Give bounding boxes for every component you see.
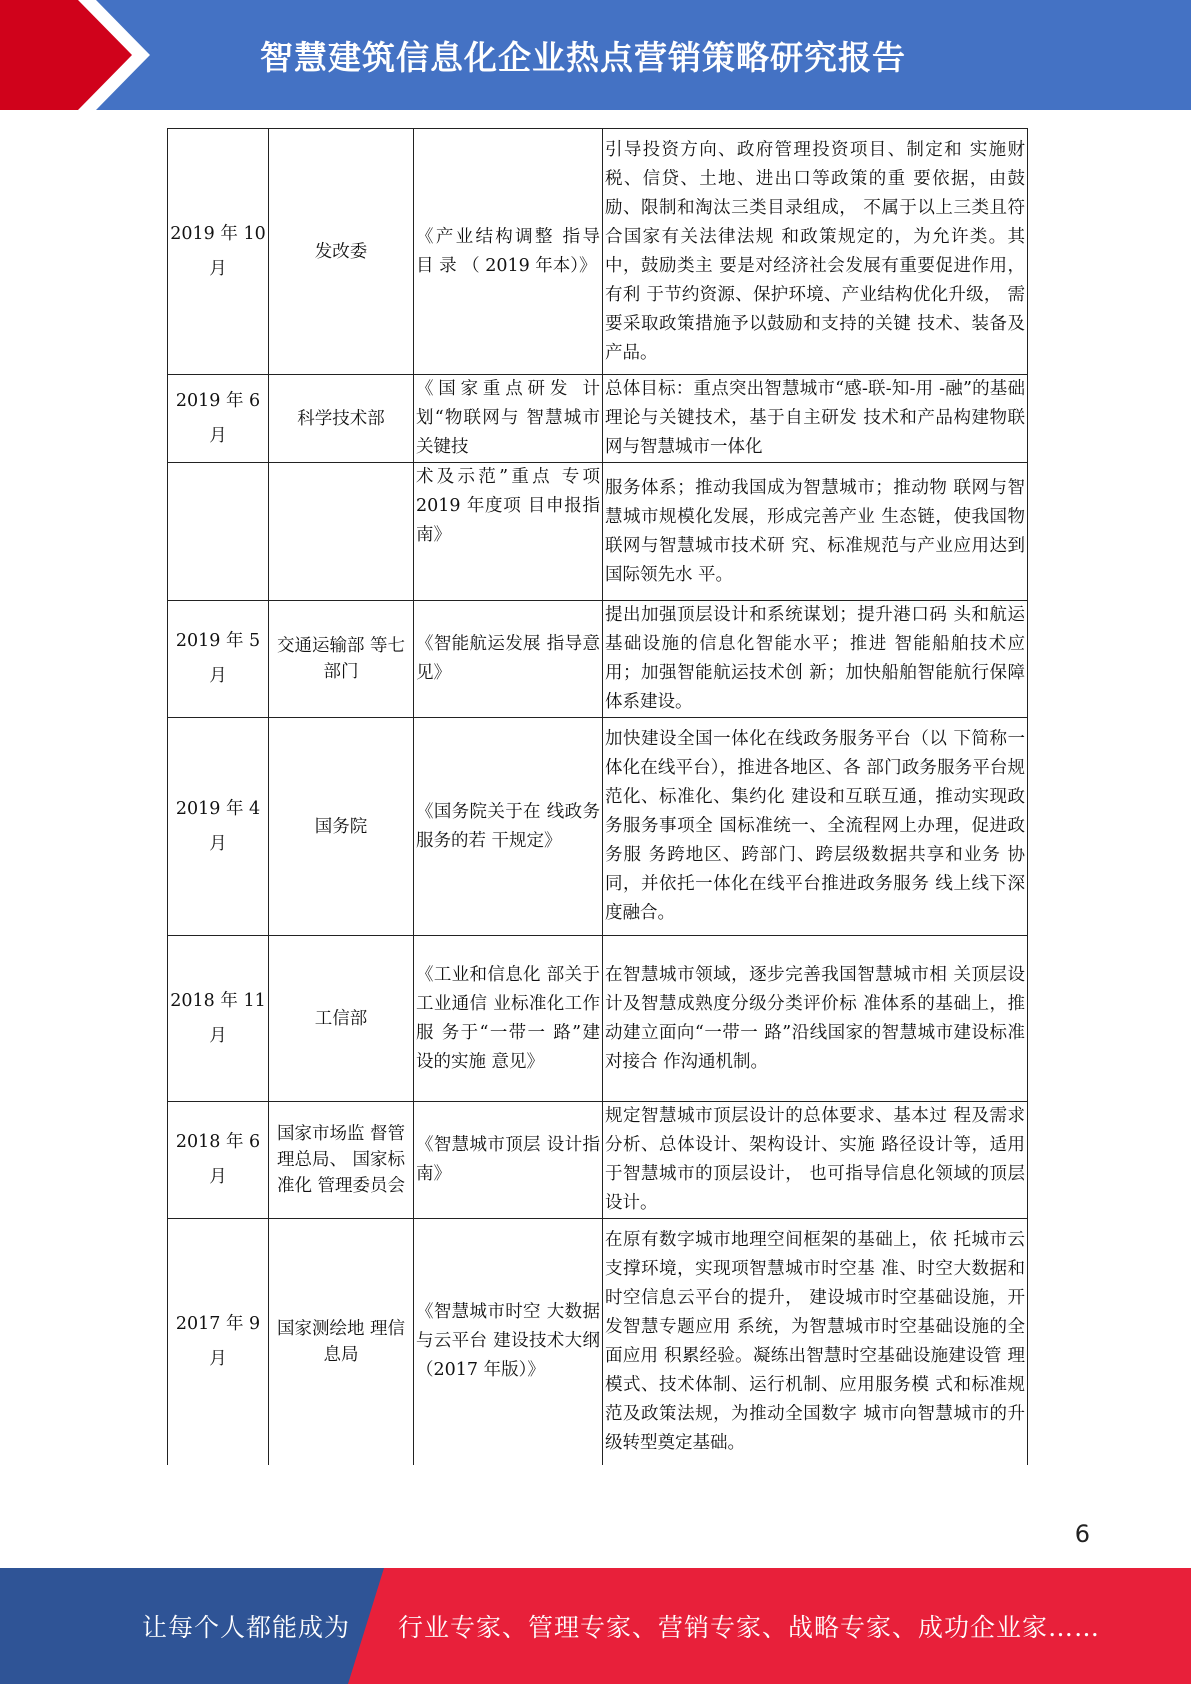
department-cell: 发改委: [269, 129, 414, 375]
table-row: [168, 718, 1028, 936]
department-cell: 国务院: [269, 718, 414, 936]
date-cell: 2018 年 11 月: [168, 936, 269, 1102]
content-cell: 在智慧城市领域，逐步完善我国智慧城市相 关顶层设计及智慧成熟度分级分类评价标 准体系的基础上，推动建立面向“一带一 路”沿线国家的智慧城市建设标准对接合 作沟通机制。: [603, 936, 1028, 1102]
footer-slogan-right: 行业专家、管理专家、营销专家、战略专家、成功企业家……: [398, 1613, 1101, 1642]
content-cell: 服务体系；推动我国成为智慧城市；推动物 联网与智慧城市规模化发展，形成完善产业 生态链，使我国物联网与智慧城市技术研 究、标准规范与产业应用达到国际领先水 平。: [603, 463, 1028, 601]
report-title: 智慧建筑信息化企业热点营销策略研究报告: [260, 37, 906, 77]
date-cell: 2019 年 5 月: [168, 601, 269, 718]
department-cell: 交通运输部 等七部门: [269, 601, 414, 718]
date-cell: 2017 年 9 月: [168, 1219, 269, 1465]
document-cell: 《国家重点研发 计划“物联网与 智慧城市关键技: [414, 375, 603, 463]
date-cell: 2019 年 10 月: [168, 129, 269, 375]
table-row: [168, 129, 1028, 375]
document-cell: 《智慧城市顶层 设计指南》: [414, 1102, 603, 1219]
content-cell: 在原有数字城市地理空间框架的基础上，依 托城市云支撑环境，实现项智慧城市时空基 准、时空大数据和时空信息云平台的提升， 建设城市时空基础设施，开发智慧专题应用 系统，为智慧城市时空基础设施的全面应用 积累经验。凝练出智慧时空基础设施建设管 理模式、技术体制、运行机制、应用服务模 式和标准规范及政策法规，为推动全国数字 城市向智慧城市的升级转型奠定基础。: [603, 1219, 1028, 1465]
content-cell: 总体目标：重点突出智慧城市“感-联-知-用 -融”的基础理论与关键技术，基于自主研发 技术和产品构建物联网与智慧城市一体化: [603, 375, 1028, 463]
page-header: [0, 0, 1191, 110]
content-cell: 规定智慧城市顶层设计的总体要求、基本过 程及需求分析、总体设计、架构设计、实施 路径设计等，适用于智慧城市的顶层设计， 也可指导信息化领域的顶层设计。: [603, 1102, 1028, 1219]
document-cell: 《产业结构调整 指导 目 录 （ 2019 年本）》: [414, 129, 603, 375]
table-row: [168, 601, 1028, 718]
date-cell: [168, 463, 269, 601]
policy-table: [167, 128, 1028, 1465]
document-cell: 《智能航运发展 指导意见》: [414, 601, 603, 718]
department-cell: 工信部: [269, 936, 414, 1102]
table-row: [168, 463, 1028, 601]
page-number: 6: [1074, 1520, 1090, 1548]
content-cell: 提出加强顶层设计和系统谋划；提升港口码 头和航运基础设施的信息化智能水平；推进 智能船舶技术应用；加强智能航运技术创 新；加快船舶智能航行保障体系建设。: [603, 601, 1028, 718]
table-row: [168, 1219, 1028, 1465]
date-cell: 2018 年 6 月: [168, 1102, 269, 1219]
document-cell: 《智慧城市时空 大数据与云平台 建设技术大纲 （2017 年版）》: [414, 1219, 603, 1465]
department-cell: 国家市场监 督管理总局、 国家标准化 管理委员会: [269, 1102, 414, 1219]
date-cell: 2019 年 6 月: [168, 375, 269, 463]
date-cell: 2019 年 4 月: [168, 718, 269, 936]
table-row: [168, 1102, 1028, 1219]
document-cell: 《国务院关于在 线政务服务的若 干规定》: [414, 718, 603, 936]
document-cell: 《工业和信息化 部关于工业通信 业标准化工作服 务于“一带一 路”建设的实施 意见》: [414, 936, 603, 1102]
table-row: [168, 375, 1028, 463]
department-cell: 科学技术部: [269, 375, 414, 463]
page-footer: [0, 1568, 1191, 1684]
table-row: [168, 936, 1028, 1102]
footer-slogan-left: 让每个人都能成为: [142, 1613, 351, 1642]
content-cell: 引导投资方向、政府管理投资项目、制定和 实施财税、信贷、土地、进出口等政策的重 要依据，由鼓励、限制和淘汰三类目录组成， 不属于以上三类且符合国家有关法律法规 和政策规定的，为允许类。其中，鼓励类主 要是对经济社会发展有重要促进作用，有利 于节约资源、保护环境、产业结构优化升级， 需要采取政策措施予以鼓励和支持的关键 技术、装备及产品。: [603, 129, 1028, 375]
department-cell: [269, 463, 414, 601]
department-cell: 国家测绘地 理信息局: [269, 1219, 414, 1465]
content-cell: 加快建设全国一体化在线政务服务平台（以 下简称一体化在线平台），推进各地区、各 部门政务服务平台规范化、标准化、集约化 建设和互联互通，推动实现政务服务事项全 国标准统一、全流程网上办理，促进政务服 务跨地区、跨部门、跨层级数据共享和业务 协同，并依托一体化在线平台推进政务服务 线上线下深度融合。: [603, 718, 1028, 936]
header-arrow-graphic: [0, 0, 160, 110]
document-cell: 术及示范”重点 专项 2019 年度项 目申报指南》: [414, 463, 603, 601]
